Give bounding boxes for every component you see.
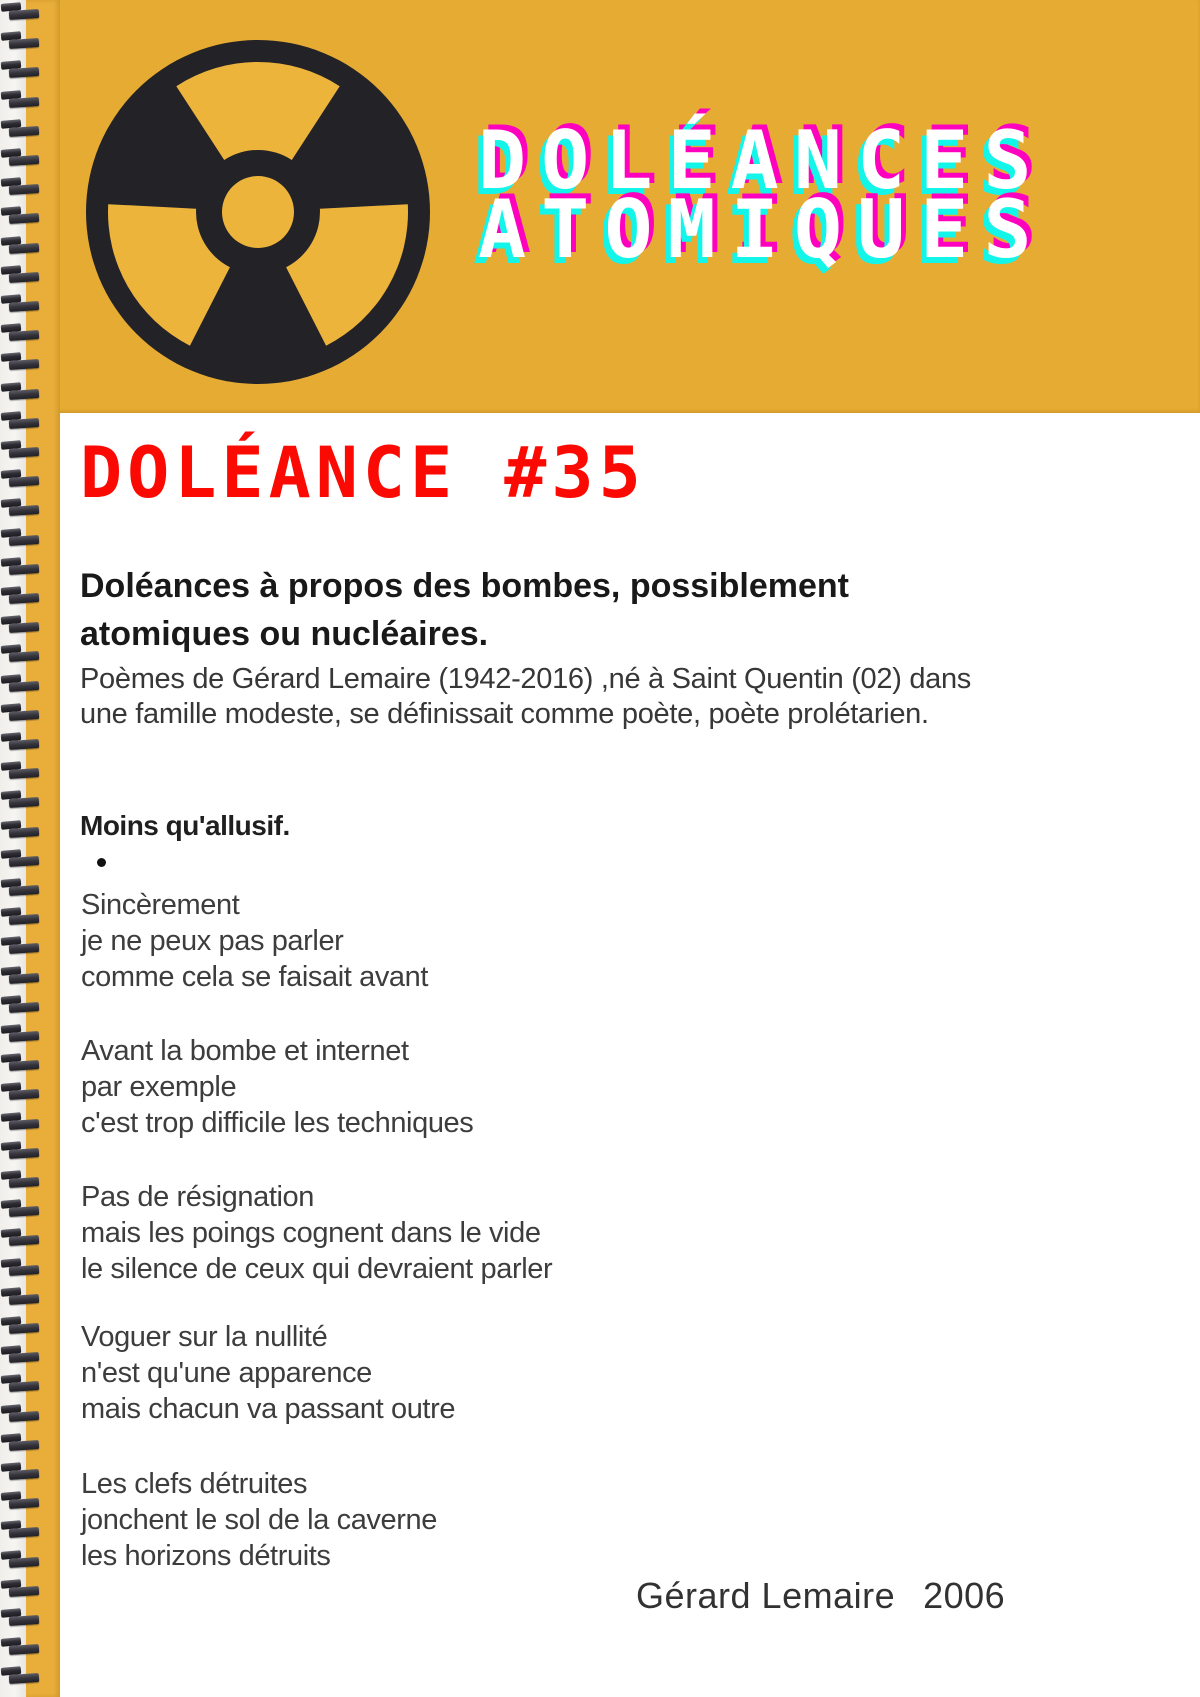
binding-coil (0, 1346, 44, 1364)
poem-line: jonchent le sol de la caverne (81, 1504, 437, 1536)
poem-title: Moins qu'allusif. (80, 810, 290, 841)
binding-coil (0, 1667, 44, 1685)
binding-coil (0, 733, 44, 751)
signature-year: 2006 (923, 1575, 1006, 1616)
binding-coil (0, 266, 44, 284)
binding-coil (0, 821, 44, 839)
author-bio-line2: une famille modeste, se définissait comme poète, poète prolétarien. (80, 698, 929, 730)
binding-coil (0, 178, 44, 196)
poem-line: n'est qu'une apparence (81, 1357, 372, 1389)
poem-line: Pas de résignation (81, 1181, 315, 1213)
binding-coil (0, 879, 44, 897)
doleance-number-title: DOLÉANCE #35 (80, 432, 646, 514)
signature-author: Gérard Lemaire (636, 1575, 896, 1616)
binding-coil (0, 704, 44, 722)
binding-coil (0, 1609, 44, 1627)
poem-line: par exemple (81, 1071, 237, 1103)
binding-coil (0, 616, 44, 634)
poem-stanza-2 (81, 1033, 981, 1141)
spiral-binding (0, 0, 26, 1697)
binding-coil (0, 791, 44, 809)
binding-coil (0, 1551, 44, 1569)
binding-coil (0, 91, 44, 109)
binding-coil (0, 207, 44, 225)
binding-coil (0, 1638, 44, 1656)
binding-coil (0, 1171, 44, 1189)
magazine-title-line1: DOLÉANCES (478, 114, 1047, 207)
binding-coil (0, 937, 44, 955)
binding-coil (0, 149, 44, 167)
binding-coil (0, 1025, 44, 1043)
binding-coil (0, 1463, 44, 1481)
poem-intro-heading-line1: Doléances à propos des bombes, possiblement (80, 567, 849, 605)
binding-coil (0, 412, 44, 430)
binding-coil (0, 908, 44, 926)
binding-coil (0, 1113, 44, 1131)
binding-coil (0, 383, 44, 401)
binding-coil (0, 1200, 44, 1218)
poem-line: c'est trop difficile les techniques (81, 1107, 474, 1139)
poem-intro-heading (80, 562, 1140, 658)
poem-line: Sincèrement (81, 889, 240, 921)
binding-coil (0, 1580, 44, 1598)
poem-line: Voguer sur la nullité (81, 1321, 328, 1353)
binding-coil (0, 1375, 44, 1393)
binding-coil (0, 645, 44, 663)
poem-stanza-3 (81, 1179, 981, 1287)
binding-coil (0, 850, 44, 868)
binding-coil (0, 1434, 44, 1452)
poem-stanza-1 (81, 887, 981, 995)
binding-coil (0, 996, 44, 1014)
binding-coil (0, 1054, 44, 1072)
binding-coil (0, 762, 44, 780)
binding-coil (0, 120, 44, 138)
poem-line: le silence de ceux qui devraient parler (81, 1253, 553, 1285)
binding-coil (0, 967, 44, 985)
binding-coil (0, 1405, 44, 1423)
binding-coil (0, 558, 44, 576)
poem-stanza-5 (81, 1466, 981, 1574)
poem-line: je ne peux pas parler (81, 925, 344, 957)
binding-coil (0, 1259, 44, 1277)
binding-coil (0, 32, 44, 50)
poem-line: Les clefs détruites (81, 1468, 308, 1500)
poem-line: les horizons détruits (81, 1540, 331, 1572)
poem-stanza-4 (81, 1319, 981, 1427)
poem-line: mais les poings cognent dans le vide (81, 1217, 541, 1249)
binding-coil (0, 587, 44, 605)
binding-coil (0, 353, 44, 371)
binding-coil (0, 237, 44, 255)
binding-coil (0, 1288, 44, 1306)
binding-coil (0, 470, 44, 488)
binding-coil (0, 1083, 44, 1101)
binding-coil (0, 3, 44, 21)
poem-intro-heading-line2: atomiques ou nucléaires. (80, 615, 489, 653)
binding-coil (0, 499, 44, 517)
binding-coil (0, 295, 44, 313)
magazine-title-line2: ATOMIQUES (478, 183, 1047, 276)
binding-coil (0, 441, 44, 459)
list-bullet (97, 858, 106, 867)
author-bio-line1: Poèmes de Gérard Lemaire (1942-2016) ,né à Saint Quentin (02) dans (80, 663, 972, 695)
magazine-title (478, 114, 1047, 276)
binding-coil (0, 1229, 44, 1247)
binding-coil (0, 324, 44, 342)
binding-coil (0, 1492, 44, 1510)
author-bio (80, 662, 1160, 732)
binding-coil (0, 1521, 44, 1539)
binding-coil (0, 61, 44, 79)
binding-coil (0, 1317, 44, 1335)
binding-coil (0, 675, 44, 693)
binding-coil (0, 529, 44, 547)
poem-line: Avant la bombe et internet (81, 1035, 409, 1067)
signature (636, 1575, 1005, 1617)
radiation-icon (58, 12, 458, 412)
poem-line: comme cela se faisait avant (81, 961, 429, 993)
binding-coil (0, 1142, 44, 1160)
poem-line: mais chacun va passant outre (81, 1393, 456, 1425)
